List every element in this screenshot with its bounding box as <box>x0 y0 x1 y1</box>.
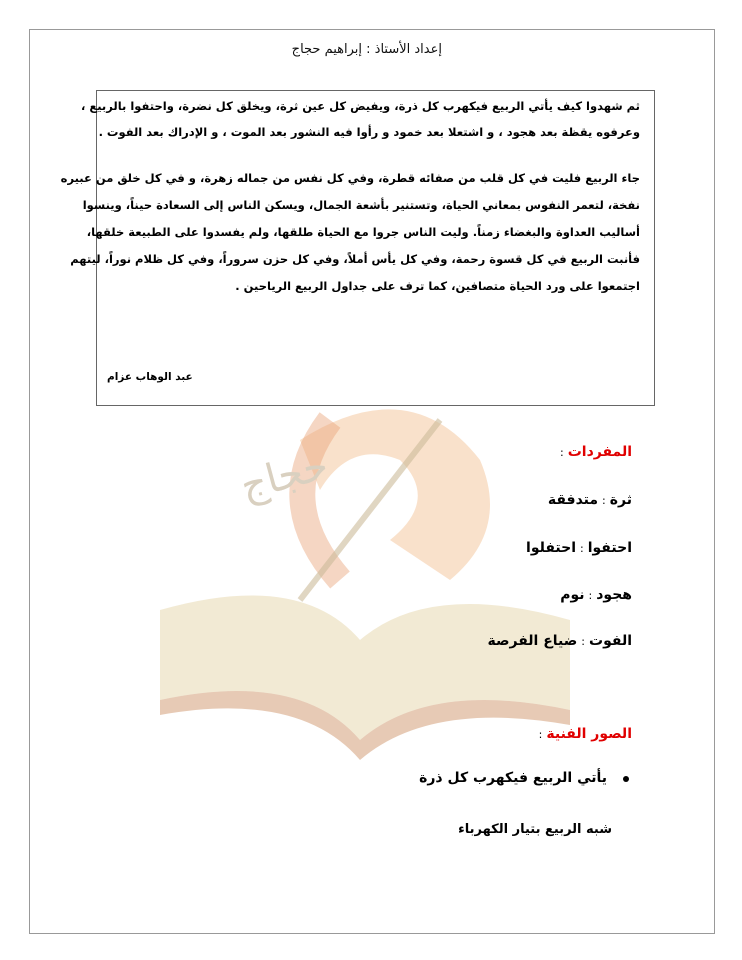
vocab-meaning: نوم <box>560 587 585 603</box>
passage-line: وعرفوه يقظة بعد هجود ، و اشتعلا بعد خمود و رأوا فيه النشور بعد الموت ، و الإدراك بعد الفوت . <box>98 125 640 139</box>
passage-line: ثم شهدوا كيف يأتي الربيع فيكهرب كل ذرة، ويفيض كل عين ثرة، ويخلق كل نضرة، واحتفوا بالربيع ، <box>80 99 640 113</box>
vocab-word: هجود <box>596 587 632 603</box>
imagery-explanation: شبه الربيع بتيار الكهرباء <box>458 822 612 837</box>
vocab-meaning: ضياع الفرصة <box>487 633 578 649</box>
passage-box <box>60 90 655 406</box>
vocab-word: ثرة <box>609 492 632 508</box>
vocab-item: الفوت:ضياع الفرصة <box>487 633 632 649</box>
passage-line: أساليب العداوة والبغضاء زمناً. وليت الناس جروا مع الحياة طلقها، ولم يفسدوا على الطبيعة خلقها، <box>86 225 640 239</box>
watermark-logo <box>150 380 570 770</box>
passage-line: فأنبت الربيع في كل قسوة رحمة، وفي كل يأس أملاً، وفي كل حزن سروراً، وفي كل ظلام نوراً، ليتهم <box>70 252 640 266</box>
vocab-title: المفردات <box>567 444 632 460</box>
watermark-text: حجاج <box>235 442 334 510</box>
vocab-item: ثرة:متدفقة <box>547 492 632 508</box>
author-header: إعداد الأستاذ : إبراهيم حجاج <box>291 42 442 57</box>
vocab-word: الفوت <box>589 633 632 649</box>
vocab-meaning: متدفقة <box>547 492 599 508</box>
passage-line: جاء الربيع فليت في كل قلب من صفائه قطرة، وفي كل نفس من جماله زهرة، و في كل خلق من عبيره <box>60 171 640 185</box>
imagery-heading: الصور الفنية: <box>538 726 632 742</box>
passage-author: عبد الوهاب عزام <box>107 371 193 383</box>
passage-line: اجتمعوا على ورد الحياة متصافين، كما ترف على جداول الربيع الرياحين . <box>235 279 640 293</box>
vocab-word: احتفوا <box>587 540 632 556</box>
passage-line: نفخة، لتعمر النفوس بمعاني الحياة، وتستنير بأشعة الجمال، ويسكن الناس إلى السعادة حيناً، وينسوا <box>82 198 640 212</box>
vocab-meaning: احتفلوا <box>526 540 577 556</box>
bullet-icon <box>623 776 629 782</box>
imagery-bullet: يأتي الربيع فيكهرب كل ذرة <box>419 770 607 786</box>
imagery-title: الصور الفنية <box>546 726 632 742</box>
vocab-heading: المفردات: <box>560 444 632 460</box>
vocab-item: هجود:نوم <box>560 587 632 603</box>
vocab-item: احتفوا:احتفلوا <box>526 540 632 556</box>
